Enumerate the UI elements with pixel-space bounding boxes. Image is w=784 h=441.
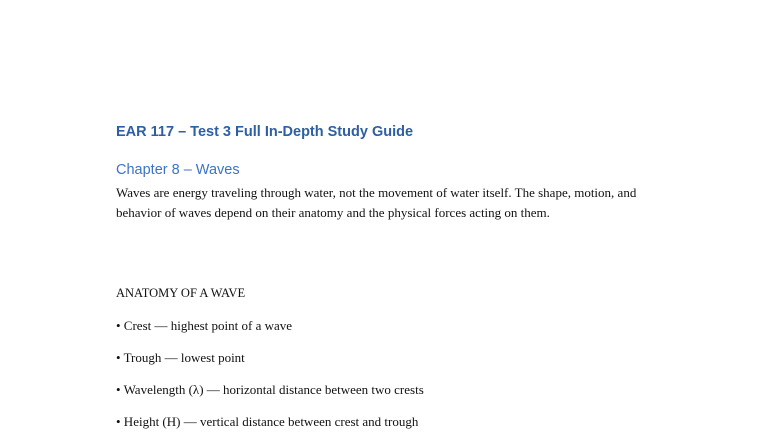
section-label: ANATOMY OF A WAVE xyxy=(116,286,246,300)
bullet-item: • Wavelength (λ) — horizontal distance between two crests xyxy=(116,382,424,397)
document-title: EAR 117 – Test 3 Full In-Depth Study Guide xyxy=(116,124,414,140)
bullet-item: • Crest — highest point of a wave xyxy=(116,318,293,333)
chapter-heading: Chapter 8 – Waves xyxy=(116,162,240,178)
bullet-item: • Height (H) — vertical distance between crest and trough xyxy=(116,414,419,429)
intro-paragraph: Waves are energy traveling through water, not the movement of water itself. The shape, motion, and behavior of waves depend on their anatomy and the physical forces acting on them. xyxy=(116,185,637,220)
bullet-item: • Trough — lowest point xyxy=(116,350,245,365)
